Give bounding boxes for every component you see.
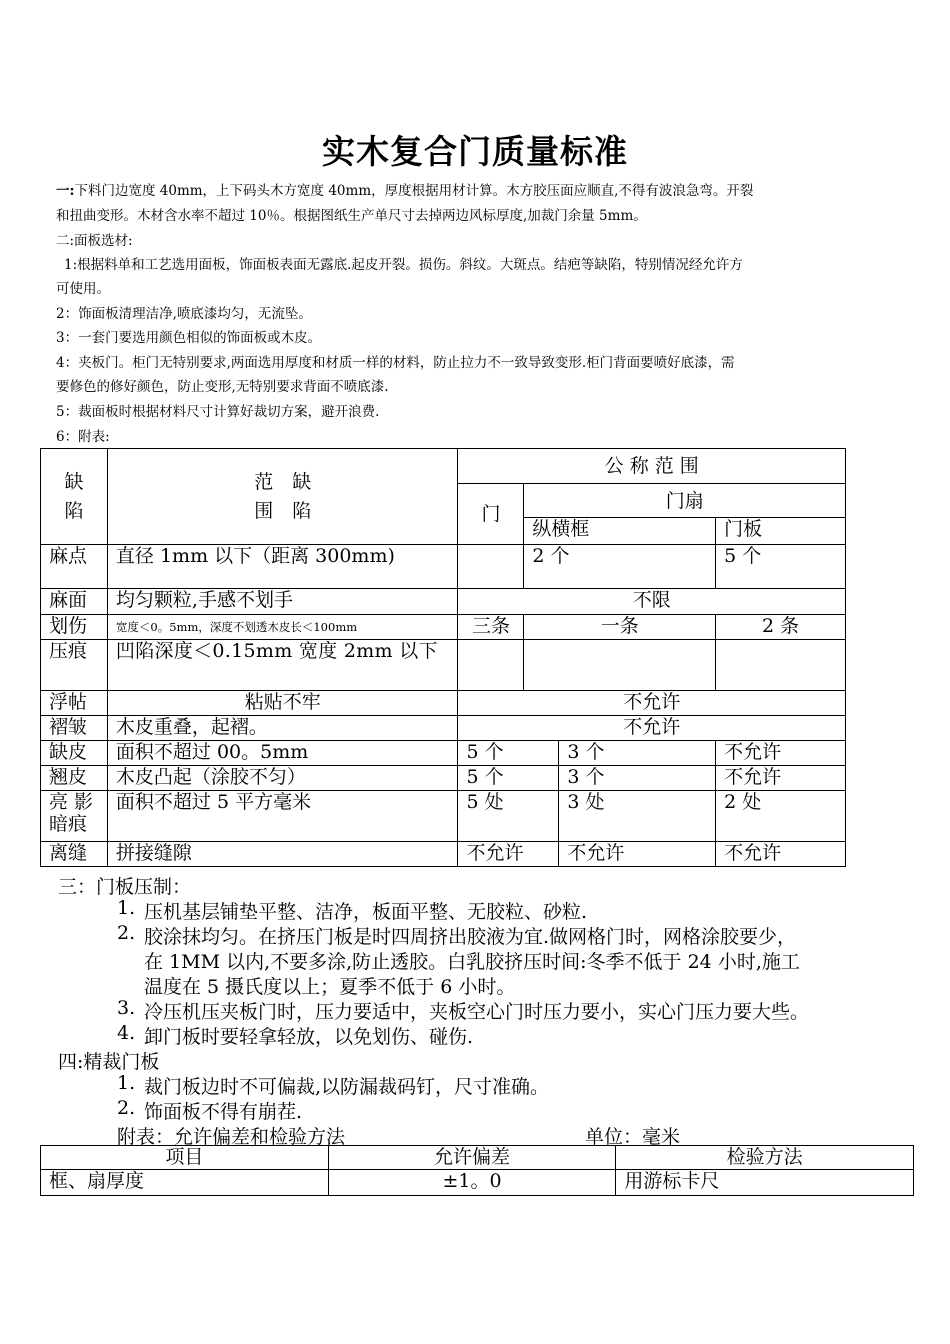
row-frame: 不允许 (559, 842, 716, 867)
row-door: 5 处 (458, 791, 559, 842)
row-frame (524, 640, 716, 691)
section2-item6: 6：附表: (56, 429, 110, 445)
unit-label: 单位：毫米 (585, 1126, 681, 1148)
header-door: 门 (458, 484, 524, 545)
row-name: 离缝 (41, 842, 108, 867)
row-desc: 面积不超过 00。5mm (107, 741, 458, 766)
row-panel (716, 640, 846, 691)
section3-item4: 卸门板时要轻拿轻放，以免划伤、碰伤. (144, 1026, 474, 1048)
header-defect-2: 陷 (64, 499, 84, 522)
row-door: 5 个 (458, 741, 559, 766)
row-name-2: 暗痕 (49, 813, 88, 835)
header-tolerance: 允许偏差 (328, 1146, 616, 1170)
header-nominal: 公 称 范 围 (458, 449, 846, 484)
row-panel: 2 条 (716, 615, 846, 640)
header-defect (41, 449, 108, 545)
row-door: 不允许 (458, 842, 559, 867)
row-name: 麻点 (41, 545, 108, 589)
section4-num2: 2. (117, 1097, 136, 1119)
row-name-1: 亮 影 (49, 791, 94, 813)
row-all: 不限 (458, 589, 846, 615)
row-desc: 面积不超过 5 平方毫米 (107, 791, 458, 842)
tolerance-table (40, 1145, 914, 1196)
section3-item1: 压机基层铺垫平整、洁净，板面平整、无胶粒、砂粒. (144, 901, 588, 923)
header-range-1: 范 缺 (254, 470, 312, 493)
row-desc: 均匀颗粒,手感不划手 (107, 589, 458, 615)
section2-item3: 3：一套门要选用颜色相似的饰面板或木皮。 (56, 330, 322, 346)
row-frame: 3 个 (559, 766, 716, 791)
cell-tolerance: ±1。0 (328, 1170, 616, 1196)
section4-num1: 1. (117, 1072, 136, 1094)
header-range-2: 围 陷 (254, 499, 312, 522)
section3-item3: 冷压机压夹板门时，压力要适中，夹板空心门时压力要小，实心门压力要大些。 (144, 1001, 810, 1023)
row-desc: 粘贴不牢 (107, 691, 458, 716)
header-defect-1: 缺 (64, 470, 84, 493)
section1-heading: 一: (56, 183, 75, 199)
row-name: 褶皱 (41, 716, 108, 741)
section3-num3: 3. (117, 997, 136, 1019)
row-frame: 3 个 (559, 741, 716, 766)
row-desc: 宽度＜0。5mm，深度不划透木皮长＜100mm (107, 615, 458, 640)
row-frame: 3 处 (559, 791, 716, 842)
row-name: 翘皮 (41, 766, 108, 791)
section3-num4: 4. (117, 1022, 136, 1044)
row-name: 划伤 (41, 615, 108, 640)
section2-item5: 5：裁面板时根据材料尺寸计算好裁切方案，避开浪费. (56, 404, 380, 420)
section3-num2: 2. (117, 922, 136, 944)
row-name: 压痕 (41, 640, 108, 691)
section4-item1: 裁门板边时不可偏裁,以防漏裁码钉，尺寸准确。 (144, 1076, 550, 1098)
row-door: 三条 (458, 615, 524, 640)
row-frame: 一条 (524, 615, 716, 640)
row-door (458, 545, 524, 589)
header-leaf: 门扇 (524, 484, 846, 518)
row-panel: 不允许 (716, 741, 846, 766)
section3-item2-line3: 温度在 5 摄氏度以上；夏季不低于 6 小时。 (144, 976, 516, 998)
section1-text1: 下料门边宽度 40mm，上下码头木方宽度 40mm，厚度根据用材计算。木方胶压面应顺直,不得有波浪急弯。开裂 (74, 183, 754, 199)
section4-heading: 四:精裁门板 (58, 1051, 160, 1073)
section4-item2: 饰面板不得有崩茬. (144, 1101, 303, 1123)
header-item: 项目 (41, 1146, 329, 1170)
row-panel: 2 处 (716, 791, 846, 842)
section2-item4-line2: 要修色的修好颜色，防止变形,无特别要求背面不喷底漆. (56, 379, 389, 395)
row-panel: 5 个 (716, 545, 846, 589)
row-name (41, 791, 108, 842)
row-desc: 木皮重叠，起褶。 (107, 716, 458, 741)
row-desc: 木皮凸起（涂胶不匀） (107, 766, 458, 791)
row-name: 缺皮 (41, 741, 108, 766)
section3-item2-line1: 胶涂抹均匀。在挤压门板是时四周挤出胶液为宜.做网格门时，网格涂胶要少， (144, 926, 797, 948)
row-panel: 不允许 (716, 842, 846, 867)
row-desc: 拼接缝隙 (107, 842, 458, 867)
defect-table (40, 448, 846, 867)
section1-line1 (56, 179, 753, 199)
section2-item2: 2：饰面板清理洁净,喷底漆均匀，无流坠。 (56, 306, 312, 322)
attachment-caption: 附表：允许偏差和检验方法 (117, 1126, 346, 1148)
row-all: 不允许 (458, 691, 846, 716)
row-door: 5 个 (458, 766, 559, 791)
section3-item2-line2: 在 1MM 以内,不要多涂,防止透胶。白乳胶挤压时间:冬季不低于 24 小时,施工 (144, 951, 800, 973)
header-method: 检验方法 (616, 1146, 914, 1170)
section2-item4-line1: 4：夹板门。柜门无特别要求,两面选用厚度和材质一样的材料，防止拉力不一致导致变形.柜门背面要喷好底漆，需 (56, 355, 735, 371)
section2-heading: 二:面板选材: (56, 233, 133, 249)
row-name: 浮帖 (41, 691, 108, 716)
row-name: 麻面 (41, 589, 108, 615)
header-frame: 纵横框 (524, 518, 716, 545)
cell-item: 框、扇厚度 (41, 1170, 329, 1196)
row-panel: 不允许 (716, 766, 846, 791)
row-desc: 凹陷深度＜0.15mm 宽度 2mm 以下 (107, 640, 458, 691)
section2-item1-line1: 1:根据料单和工艺选用面板，饰面板表面无露底.起皮开裂。损伤。斜纹。大斑点。结疤等缺陷，特别情况经允许方 (64, 257, 743, 273)
page-title: 实木复合门质量标准 (322, 132, 628, 171)
section3-num1: 1. (117, 897, 136, 919)
row-desc: 直径 1mm 以下（距离 300mm) (107, 545, 458, 589)
header-range (107, 449, 458, 545)
row-all: 不允许 (458, 716, 846, 741)
row-door (458, 640, 524, 691)
section1-line2: 和扭曲变形。木材含水率不超过 10％。根据图纸生产单尺寸去掉两边风标厚度,加裁门余量 5mm。 (56, 208, 647, 224)
cell-method: 用游标卡尺 (616, 1170, 914, 1196)
header-panel: 门板 (716, 518, 846, 545)
section2-item1-line2: 可使用。 (56, 281, 110, 297)
row-frame: 2 个 (524, 545, 716, 589)
section3-heading: 三：门板压制： (58, 876, 192, 898)
